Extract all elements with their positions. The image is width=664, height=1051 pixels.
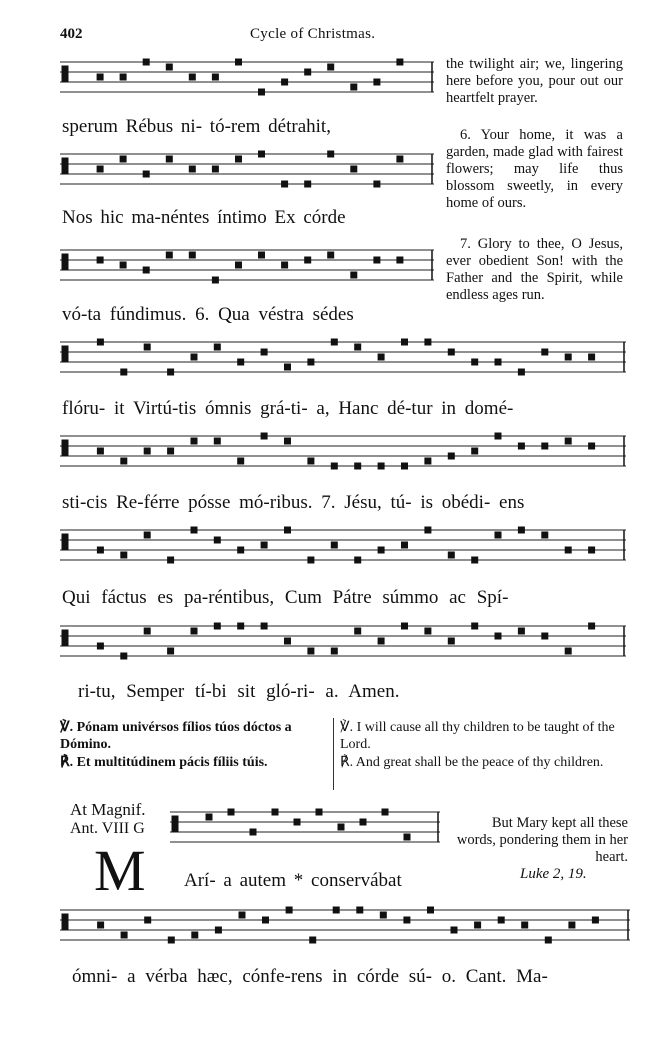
neume — [397, 257, 403, 263]
clef-mark — [62, 440, 68, 456]
versicle-latin: ℣. Pónam univérsos fílios túos dóctos a Dómino. — [60, 720, 292, 752]
neume — [212, 277, 218, 283]
neume — [189, 252, 195, 258]
neume — [357, 907, 363, 913]
neume — [542, 633, 548, 639]
neume — [144, 532, 150, 538]
clef-mark — [62, 66, 68, 82]
neume — [380, 912, 386, 918]
neume — [472, 623, 478, 629]
neume — [498, 917, 504, 923]
neume — [448, 638, 454, 644]
neume — [238, 623, 244, 629]
neume — [305, 69, 311, 75]
neume — [351, 272, 357, 278]
neume — [331, 648, 337, 654]
neume — [282, 181, 288, 187]
neume — [191, 438, 197, 444]
neume — [259, 151, 265, 157]
neume — [261, 349, 267, 355]
neume — [144, 448, 150, 454]
neume — [166, 252, 172, 258]
neume — [191, 527, 197, 533]
neume — [97, 547, 103, 553]
neume — [168, 557, 174, 563]
neume — [305, 257, 311, 263]
neume — [286, 907, 292, 913]
neume — [308, 458, 314, 464]
neume — [355, 557, 361, 563]
neume — [374, 79, 380, 85]
neume — [495, 532, 501, 538]
neume — [168, 369, 174, 375]
neume — [308, 557, 314, 563]
neume — [545, 937, 551, 943]
neume — [542, 349, 548, 355]
response-latin: ℟. Et multitúdinem pácis fíliis túis. — [60, 755, 268, 770]
neume — [589, 547, 595, 553]
neume — [374, 181, 380, 187]
neume — [331, 542, 337, 548]
neume — [472, 448, 478, 454]
neume — [355, 628, 361, 634]
neume — [378, 463, 384, 469]
neume — [166, 156, 172, 162]
neume — [589, 354, 595, 360]
neume — [316, 809, 322, 815]
neume — [294, 819, 300, 825]
neume — [121, 932, 127, 938]
lyric-line-2: Nos hic ma-néntes íntimo Ex córde — [62, 207, 346, 228]
lyric-line-8: Arí- a autem * conservábat — [184, 870, 402, 891]
neume — [378, 638, 384, 644]
clef-mark — [62, 914, 68, 930]
neume — [328, 252, 334, 258]
neume — [397, 156, 403, 162]
neume — [214, 623, 220, 629]
neume — [250, 829, 256, 835]
neume — [425, 339, 431, 345]
neume — [272, 809, 278, 815]
neume — [259, 252, 265, 258]
neume — [121, 458, 127, 464]
neume — [495, 633, 501, 639]
neume — [448, 453, 454, 459]
neume — [495, 433, 501, 439]
neume — [451, 927, 457, 933]
neume — [308, 648, 314, 654]
neume — [404, 834, 410, 840]
neume — [282, 79, 288, 85]
neume — [360, 819, 366, 825]
neume — [308, 359, 314, 365]
neume — [121, 369, 127, 375]
lyric-line-9: ómni- a vérba hæc, cónfe-rens in córde sú- o. Cant. Ma- — [72, 966, 548, 987]
scripture-reference: Luke 2, 19. — [520, 866, 587, 882]
translation-paragraph-3: 7. Glory to thee, O Jesus, ever obedient Son! with the Father and the Spirit, while endless ages run. — [446, 236, 623, 303]
neume — [397, 59, 403, 65]
neume — [355, 344, 361, 350]
translation-paragraph-1: the twilight air; we, lingering here before you, pour out our heartfelt prayer. — [446, 56, 623, 106]
clef-mark — [62, 630, 68, 646]
lyric-line-4: flóru- it Virtú-tis ómnis grá-ti- a, Hanc dé-tur in domé- — [62, 398, 514, 419]
neume — [238, 547, 244, 553]
neume — [495, 359, 501, 365]
neume — [448, 552, 454, 558]
neume — [120, 156, 126, 162]
neume — [404, 917, 410, 923]
neume — [378, 547, 384, 553]
neume — [144, 344, 150, 350]
neume — [236, 262, 242, 268]
neume — [214, 537, 220, 543]
neume — [569, 922, 575, 928]
versicle-divider — [333, 718, 334, 790]
neume — [98, 922, 104, 928]
neume — [97, 166, 103, 172]
versicle-english: ℣. I will cause all thy children to be taught of the Lord. — [340, 720, 615, 752]
neume — [263, 917, 269, 923]
neume — [97, 448, 103, 454]
neume — [214, 344, 220, 350]
lyric-line-7: ri-tu, Semper tí-bi sit gló-ri- a. Amen. — [78, 681, 400, 702]
neume — [212, 74, 218, 80]
neume — [589, 443, 595, 449]
neume — [191, 628, 197, 634]
neume — [189, 166, 195, 172]
neume — [236, 156, 242, 162]
neume — [448, 349, 454, 355]
neume — [189, 74, 195, 80]
antiphon-label-2: Ant. VIII G — [70, 820, 145, 837]
neume — [402, 623, 408, 629]
lyric-line-1: sperum Rébus ni- tó-rem détrahit, — [62, 116, 331, 137]
neume — [259, 89, 265, 95]
neume — [518, 443, 524, 449]
neume — [472, 557, 478, 563]
neume — [168, 937, 174, 943]
neume — [333, 907, 339, 913]
neume — [331, 463, 337, 469]
neume — [143, 267, 149, 273]
neume — [472, 359, 478, 365]
initial-letter: M — [94, 838, 146, 903]
antiphon-label-1: At Magnif. — [70, 800, 146, 819]
clef-mark — [62, 158, 68, 174]
clef-mark — [172, 816, 178, 832]
neume — [355, 463, 361, 469]
neume — [351, 166, 357, 172]
neume — [331, 339, 337, 345]
running-title: Cycle of Christmas. — [250, 26, 376, 42]
neume — [425, 628, 431, 634]
neume — [565, 547, 571, 553]
neume — [542, 443, 548, 449]
neume — [239, 912, 245, 918]
neume — [143, 59, 149, 65]
neume — [121, 653, 127, 659]
neume — [206, 814, 212, 820]
neume — [285, 638, 291, 644]
neume — [425, 527, 431, 533]
neume — [565, 354, 571, 360]
neume — [402, 463, 408, 469]
neume — [261, 433, 267, 439]
clef-mark — [62, 254, 68, 270]
neume — [402, 339, 408, 345]
neume — [212, 166, 218, 172]
translation-paragraph-2: 6. Your home, it was a garden, made glad with fairest flowers; may life thus blossom sweetly, in every home of ours. — [446, 127, 623, 211]
neume — [238, 359, 244, 365]
neume — [285, 527, 291, 533]
neume — [305, 181, 311, 187]
neume — [425, 458, 431, 464]
neume — [97, 339, 103, 345]
neume — [120, 262, 126, 268]
neume — [378, 354, 384, 360]
neume — [338, 824, 344, 830]
neume — [592, 917, 598, 923]
neume — [518, 527, 524, 533]
antiphon-translation: But Mary kept all these words, pondering them in her heart. — [456, 815, 628, 865]
neume — [402, 542, 408, 548]
neume — [522, 922, 528, 928]
neume — [328, 151, 334, 157]
neume — [166, 64, 172, 70]
page-number: 402 — [60, 26, 83, 42]
neume — [144, 628, 150, 634]
neume — [261, 542, 267, 548]
neume — [285, 438, 291, 444]
neume — [191, 354, 197, 360]
neume — [518, 369, 524, 375]
neume — [328, 64, 334, 70]
neume — [428, 907, 434, 913]
neume — [475, 922, 481, 928]
neume — [310, 937, 316, 943]
neume — [168, 448, 174, 454]
neume — [542, 532, 548, 538]
neume — [215, 927, 221, 933]
neume — [282, 262, 288, 268]
neume — [261, 623, 267, 629]
lyric-line-5: sti-cis Re-férre pósse mó-ribus. 7. Jésu, tú- is obédi- ens — [62, 492, 525, 513]
neume — [238, 458, 244, 464]
neume — [168, 648, 174, 654]
response-english: ℟. And great shall be the peace of thy children. — [340, 755, 604, 770]
neume — [214, 438, 220, 444]
neume — [374, 257, 380, 263]
neume — [236, 59, 242, 65]
neume — [285, 364, 291, 370]
lyric-line-6: Qui fáctus es pa-réntibus, Cum Pátre súmmo ac Spí- — [62, 587, 509, 608]
neume — [589, 623, 595, 629]
neume — [120, 74, 126, 80]
clef-mark — [62, 534, 68, 550]
neume — [518, 628, 524, 634]
neume — [382, 809, 388, 815]
neume — [97, 257, 103, 263]
neume — [192, 932, 198, 938]
neume — [97, 74, 103, 80]
clef-mark — [62, 346, 68, 362]
neume — [143, 171, 149, 177]
lyric-line-3: vó-ta fúndimus. 6. Qua véstra sédes — [62, 304, 354, 325]
neume — [228, 809, 234, 815]
neume — [145, 917, 151, 923]
neume — [351, 84, 357, 90]
neume — [565, 438, 571, 444]
neume — [565, 648, 571, 654]
neume — [121, 552, 127, 558]
neume — [97, 643, 103, 649]
